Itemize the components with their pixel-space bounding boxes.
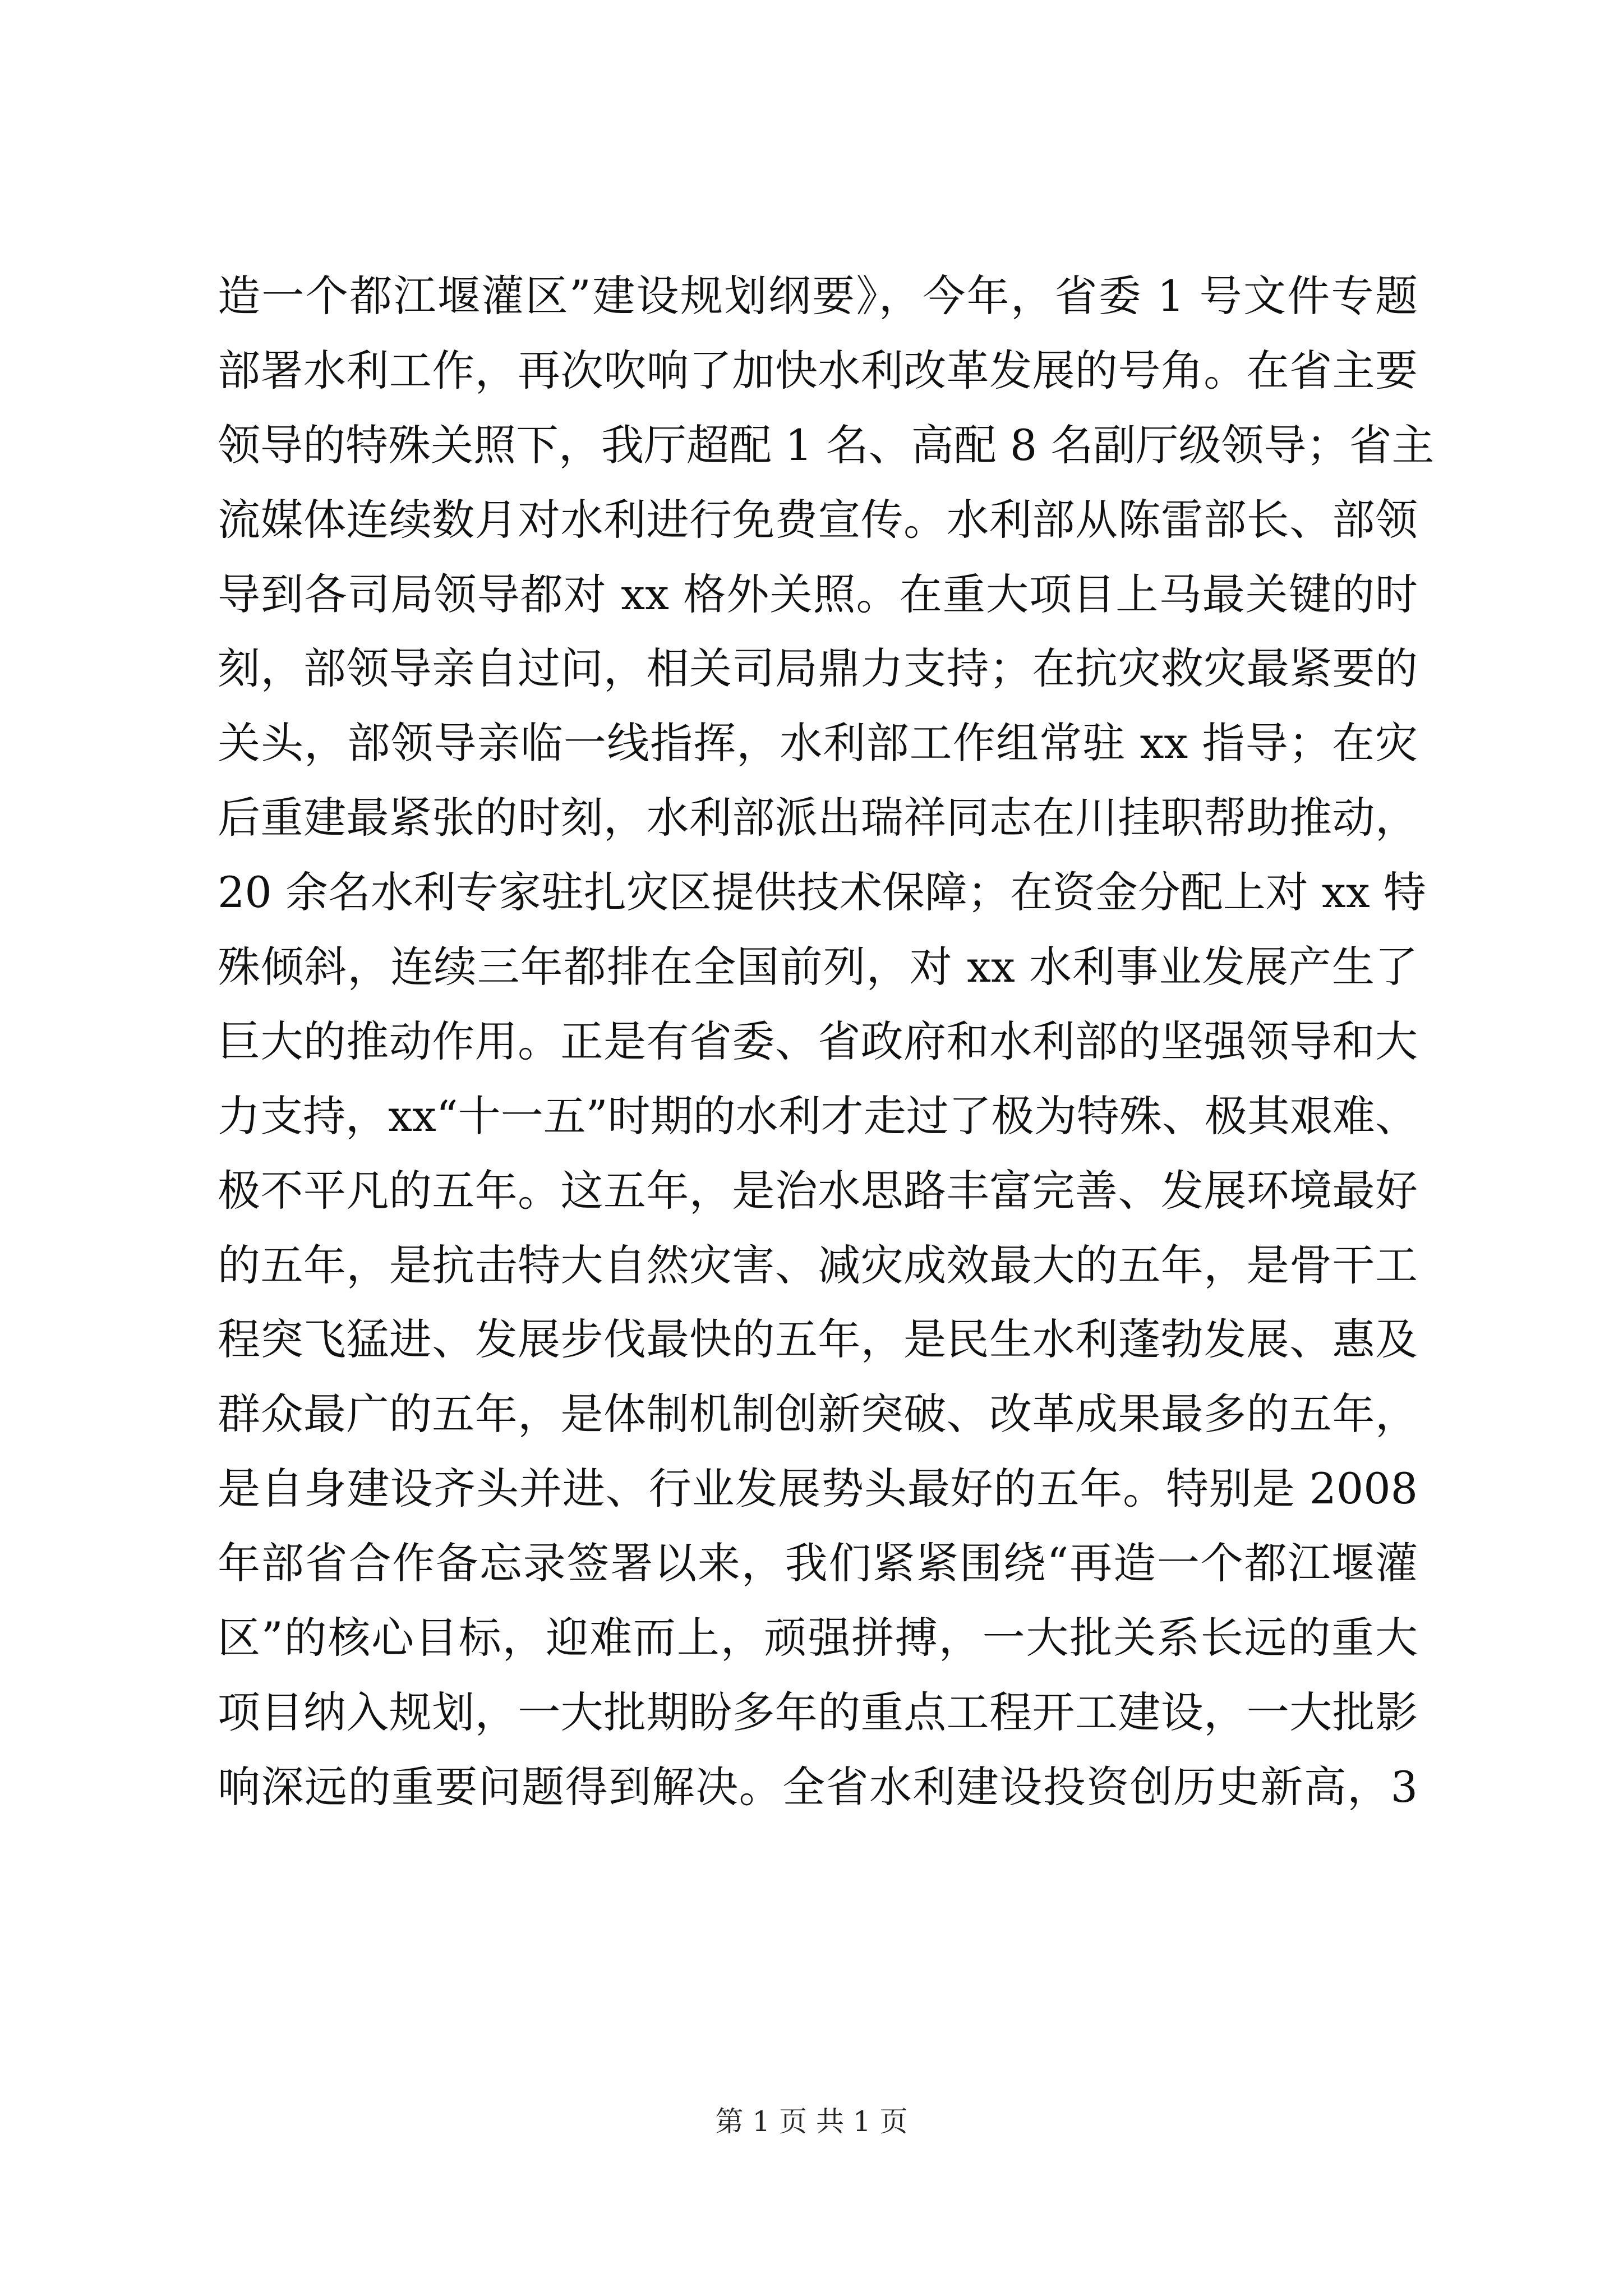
text-line: 领导的特殊关照下，我厅超配 1 名、高配 8 名副厅级领导；省主 xyxy=(218,420,1435,470)
document-body xyxy=(218,259,1435,1825)
text-line: 造一个都江堰灌区”建设规划纲要》，今年，省委 1 号文件专题 xyxy=(218,271,1418,321)
text-line: 年部省合作备忘录签署以来，我们紧紧围绕“再造一个都江堰灌 xyxy=(218,1538,1418,1589)
text-line: 的五年，是抗击特大自然灾害、减灾成效最大的五年，是骨干工 xyxy=(218,1240,1418,1290)
text-line: 刻，部领导亲自过问，相关司局鼎力支持；在抗灾救灾最紧要的 xyxy=(218,643,1418,694)
page-number-label: 第 1 页 共 1 页 xyxy=(715,2105,908,2138)
text-line: 极不平凡的五年。这五年，是治水思路丰富完善、发展环境最好 xyxy=(218,1165,1418,1216)
text-line: 是自身建设齐头并进、行业发展势头最好的五年。特别是 2008 xyxy=(218,1464,1418,1514)
text-line: 后重建最紧张的时刻，水利部派出瑞祥同志在川挂职帮助推动， xyxy=(218,793,1418,843)
page-footer xyxy=(0,2105,1623,2138)
text-line: 20 余名水利专家驻扎灾区提供技术保障；在资金分配上对 xx 特 xyxy=(218,867,1426,918)
text-line: 响深远的重要问题得到解决。全省水利建设投资创历史新高，3 xyxy=(218,1761,1418,1812)
text-line: 关头，部领导亲临一线指挥，水利部工作组常驻 xx 指导；在灾 xyxy=(218,718,1418,769)
text-line: 区”的核心目标，迎难而上，顽强拼搏，一大批关系长远的重大 xyxy=(218,1613,1418,1663)
text-line: 项目纳入规划，一大批期盼多年的重点工程开工建设，一大批影 xyxy=(218,1687,1418,1737)
text-line: 群众最广的五年，是体制机制创新突破、改革成果最多的五年， xyxy=(218,1389,1418,1439)
text-line: 流媒体连续数月对水利进行免费宣传。水利部从陈雷部长、部领 xyxy=(218,494,1418,545)
text-line: 殊倾斜，连续三年都排在全国前列，对 xx 水利事业发展产生了 xyxy=(218,942,1418,992)
text-line: 部署水利工作，再次吹响了加快水利改革发展的号角。在省主要 xyxy=(218,345,1418,395)
text-line: 程突飞猛进、发展步伐最快的五年，是民生水利蓬勃发展、惠及 xyxy=(218,1314,1418,1365)
text-line: 巨大的推动作用。正是有省委、省政府和水利部的坚强领导和大 xyxy=(218,1016,1418,1066)
text-line: 力支持，xx“十一五”时期的水利才走过了极为特殊、极其艰难、 xyxy=(218,1091,1418,1141)
text-line: 导到各司局领导都对 xx 格外关照。在重大项目上马最关键的时 xyxy=(218,569,1418,619)
